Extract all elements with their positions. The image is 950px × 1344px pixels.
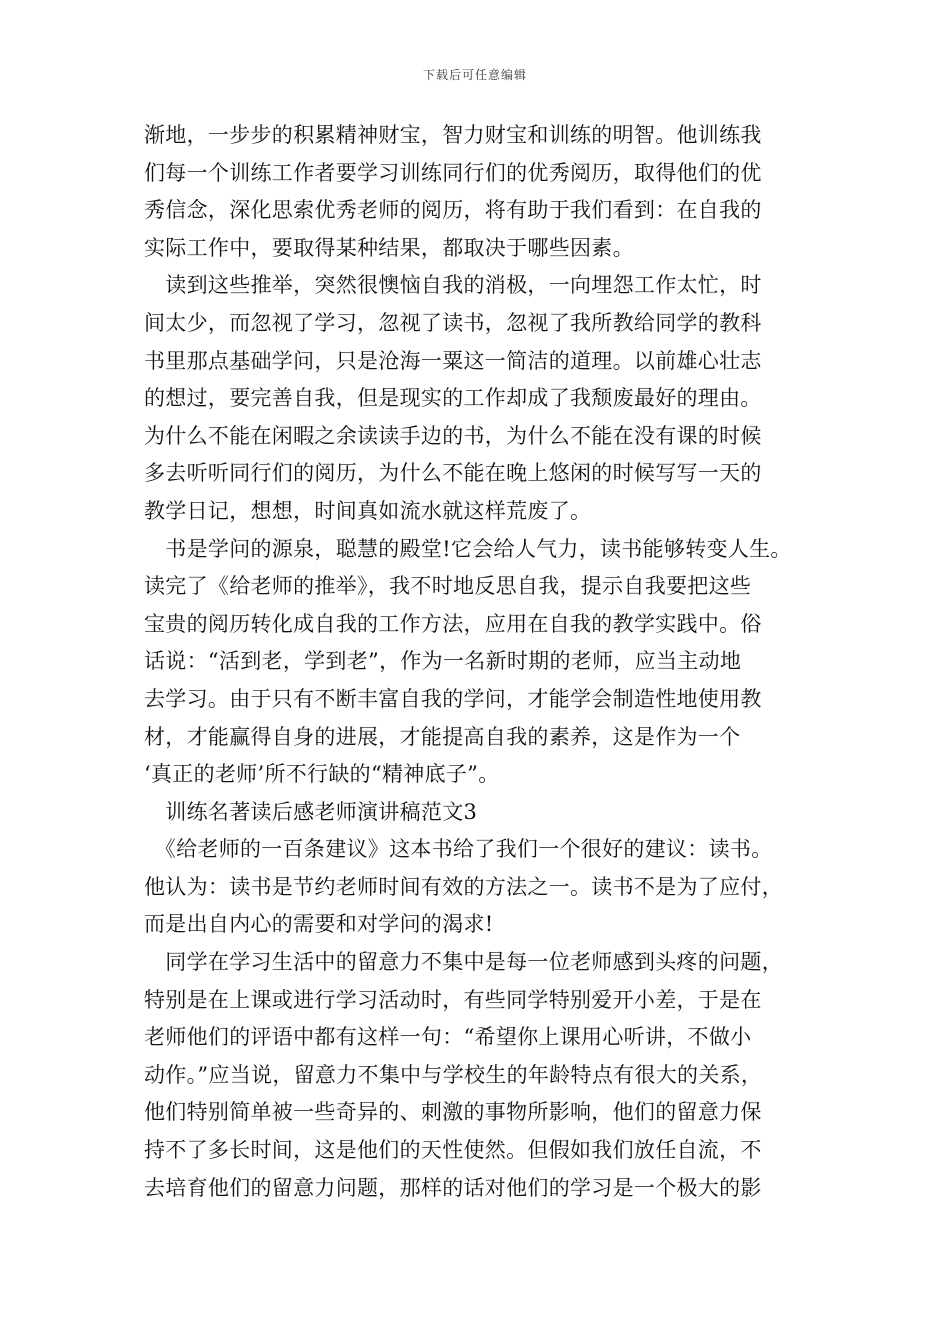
text-line: 持不了多长时间，这是他们的天性使然。但假如我们放任自流，不	[144, 1138, 762, 1163]
text-line: 们每一个训练工作者要学习训练同行们的优秀阅历，取得他们的优	[144, 160, 762, 185]
text-line: 宝贵的阅历转化成自我的工作方法，应用在自我的教学实践中。俗	[144, 611, 762, 636]
text-line: 而是出自内心的需要和对学问的渴求!	[144, 912, 494, 937]
text-line: 《给老师的一百条建议》这本书给了我们一个很好的建议：读书。	[144, 837, 773, 862]
text-line: 教学日记，想想，时间真如流水就这样荒废了。	[144, 498, 592, 523]
page-header: 下载后可任意编辑	[422, 68, 527, 82]
text-line: 同学在学习生活中的留意力不集中是每一位老师感到头疼的问题，	[144, 950, 783, 975]
text-line: 渐地，一步步的积累精神财宝，智力财宝和训练的明智。他训练我	[144, 123, 762, 147]
text-line: 话说：“活到老，学到老”，作为一名新时期的老师，应当主动地	[144, 649, 742, 674]
text-line: 多去听听同行们的阅历，为什么不能在晚上悠闲的时候写写一天的	[144, 461, 762, 486]
text-line: 去学习。由于只有不断丰富自我的学问，才能学会制造性地使用教	[144, 686, 762, 711]
text-line: 的想过，要完善自我，但是现实的工作却成了我颓废最好的理由。	[144, 386, 762, 411]
text-line: 动作。”应当说，留意力不集中与学校生的年龄特点有很大的关系，	[144, 1062, 763, 1087]
text-line: 他们特别简单被一些奇异的、刺激的事物所影响，他们的留意力保	[144, 1100, 762, 1125]
text-line: 老师他们的评语中都有这样一句：“希望你上课用心听讲，不做小	[144, 1025, 752, 1050]
text-line: 为什么不能在闲暇之余读读手边的书，为什么不能在没有课的时候	[144, 423, 762, 448]
text-line: 他认为：读书是节约老师时间有效的方法之一。读书不是为了应付，	[144, 874, 783, 899]
text-line: 秀信念，深化思索优秀老师的阅历，将有助于我们看到：在自我的	[144, 198, 762, 223]
text-line: ‘真正的老师’所不行缺的“精神底子”。	[144, 762, 500, 787]
text-line: 书里那点基础学问，只是沧海一粟这一简洁的道理。以前雄心壮志	[144, 348, 762, 373]
section-heading: 训练名著读后感老师演讲稿范文3	[144, 799, 478, 824]
text-line: 读到这些推举，突然很懊恼自我的消极，一向埋怨工作太忙，时	[144, 273, 762, 298]
text-line: 实际工作中，要取得某种结果，都取决于哪些因素。	[144, 235, 634, 260]
text-line: 去培育他们的留意力问题，那样的话对他们的学习是一个极大的影	[144, 1175, 762, 1200]
text-line: 材，才能赢得自身的进展，才能提高自我的素养，这是作为一个	[144, 724, 741, 749]
text-line: 书是学问的源泉，聪慧的殿堂!它会给人气力，读书能够转变人生。	[144, 536, 792, 561]
text-line: 读完了《给老师的推举》，我不时地反思自我，提示自我要把这些	[144, 574, 752, 599]
text-line: 特别是在上课或进行学习活动时，有些同学特别爱开小差，于是在	[144, 987, 762, 1012]
text-line: 间太少，而忽视了学习，忽视了读书，忽视了我所教给同学的教科	[144, 310, 762, 335]
document-body	[144, 117, 834, 1207]
